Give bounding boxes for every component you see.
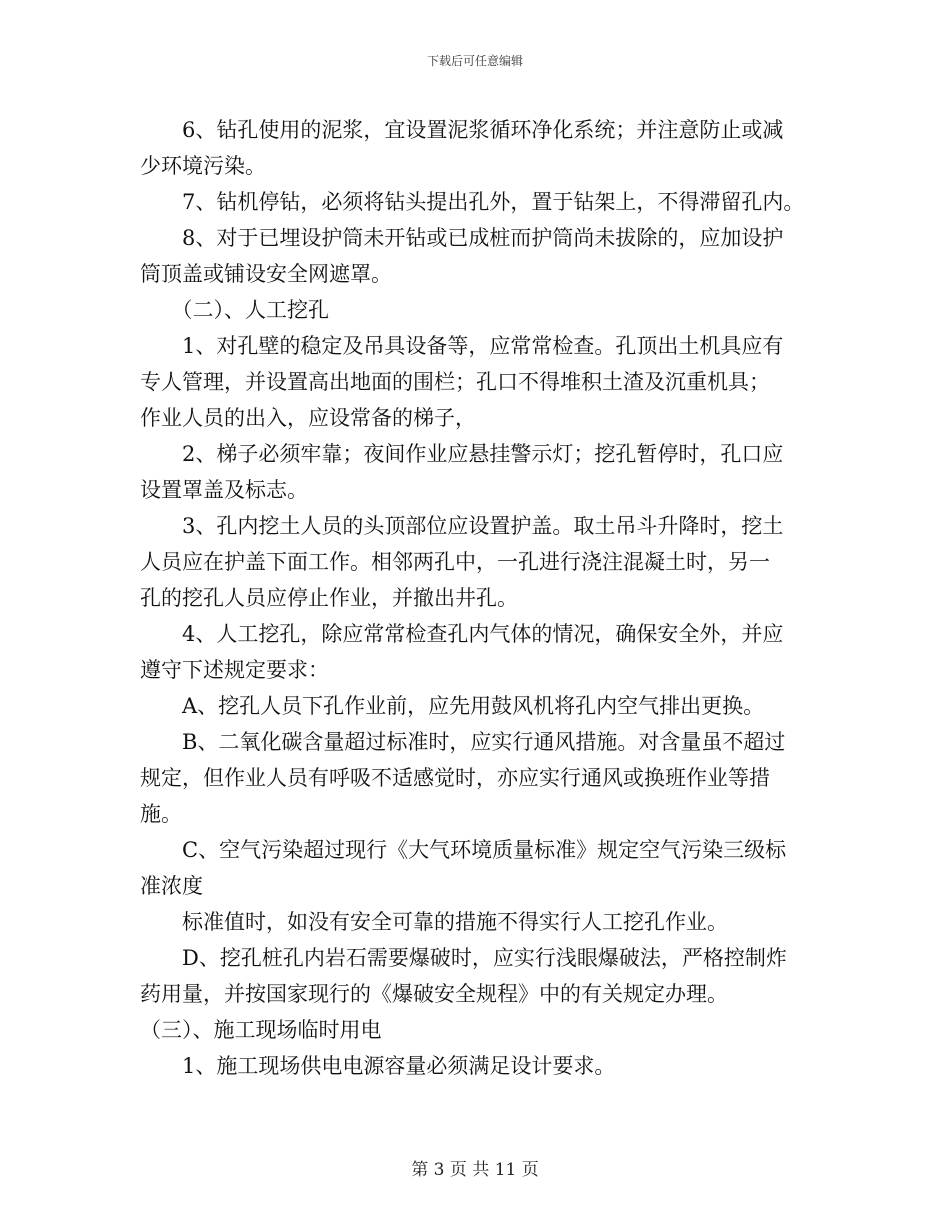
document-body	[140, 112, 820, 1084]
text-line: 2、梯子必须牢靠；夜间作业应悬挂警示灯；挖孔暂停时，孔口应	[140, 442, 784, 466]
text-line: 8、对于已埋设护筒未开钻或已成桩而护筒尚未拔除的，应加设护	[140, 226, 784, 250]
text-line: 设置罩盖及标志。	[140, 478, 308, 502]
text-line: 7、钻机停钻，必须将钻头提出孔外，置于钻架上，不得滞留孔内。	[140, 190, 805, 214]
text-line: 孔的挖孔人员应停止作业，并撤出井孔。	[140, 586, 518, 610]
page-header: 下载后可任意编辑	[426, 54, 523, 68]
text-line: 1、施工现场供电电源容量必须满足设计要求。	[140, 1054, 616, 1078]
section-heading: （二）、人工挖孔	[140, 298, 329, 322]
text-line: 3、孔内挖土人员的头顶部位应设置护盖。取土吊斗升降时，挖土	[140, 514, 784, 538]
text-line: 筒顶盖或铺设安全网遮罩。	[140, 262, 392, 286]
text-line: 6、钻孔使用的泥浆，宜设置泥浆循环净化系统；并注意防止或减	[140, 118, 784, 142]
text-line: 药用量，并按国家现行的《爆破安全规程》中的有关规定办理。	[140, 982, 728, 1006]
text-line: 施。	[140, 802, 182, 826]
text-line: D、挖孔桩孔内岩石需要爆破时，应实行浅眼爆破法，严格控制炸	[140, 946, 787, 970]
text-line: B、二氧化碳含量超过标准时，应实行通风措施。对含量虽不超过	[140, 730, 786, 754]
text-line: 遵守下述规定要求：	[140, 658, 329, 682]
section-heading: （三）、施工现场临时用电	[140, 1018, 382, 1042]
text-line: 规定，但作业人员有呼吸不适感觉时，亦应实行通风或换班作业等措	[140, 766, 770, 790]
text-line: C、空气污染超过现行《大气环境质量标准》规定空气污染三级标	[140, 838, 787, 862]
text-line: 人员应在护盖下面工作。相邻两孔中，一孔进行浇注混凝土时，另一	[140, 550, 770, 574]
text-line: 少环境污染。	[140, 154, 266, 178]
text-line: 4、人工挖孔，除应常常检查孔内气体的情况，确保安全外，并应	[140, 622, 784, 646]
text-line: 标准值时，如没有安全可靠的措施不得实行人工挖孔作业。	[140, 910, 728, 934]
text-line: 作业人员的出入，应设常备的梯子，	[140, 406, 476, 430]
text-line: 准浓度	[140, 874, 203, 898]
page-number: 第 3 页 共 11 页	[411, 1160, 539, 1180]
text-line: 1、对孔壁的稳定及吊具设备等，应常常检查。孔顶出土机具应有	[140, 334, 784, 358]
text-line: 专人管理，并设置高出地面的围栏；孔口不得堆积土渣及沉重机具；	[140, 370, 770, 394]
text-line: A、挖孔人员下孔作业前，应先用鼓风机将孔内空气排出更换。	[140, 694, 765, 718]
